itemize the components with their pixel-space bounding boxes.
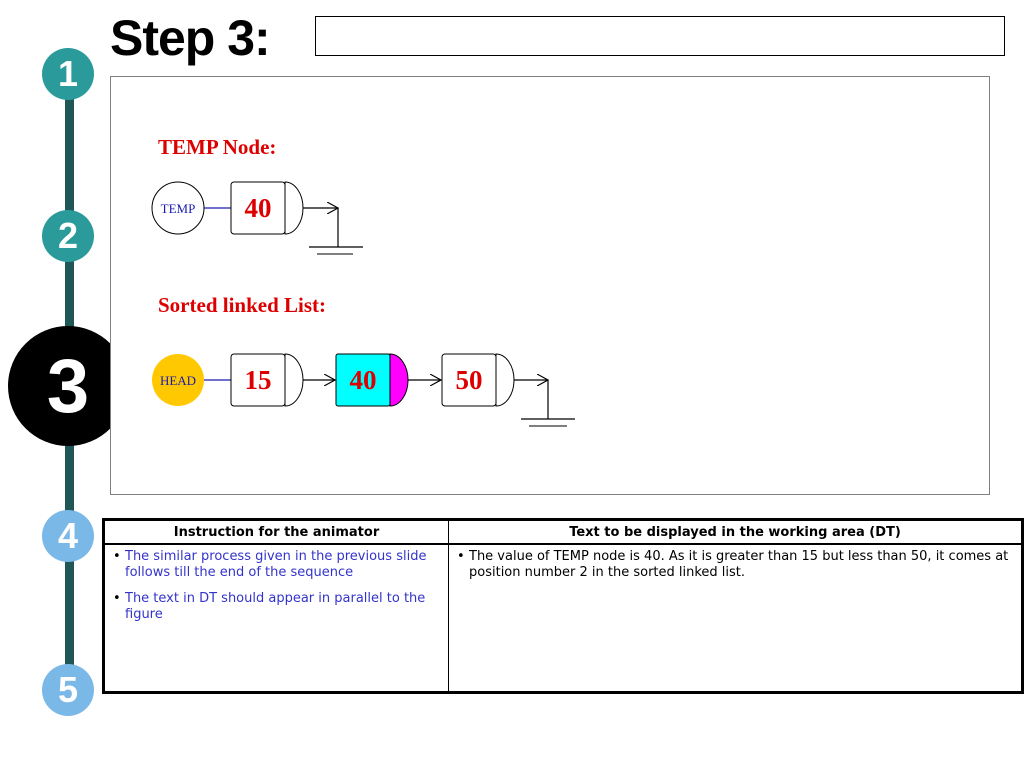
- step-marker-1[interactable]: 1: [42, 48, 94, 100]
- linked-list-diagram: [111, 77, 989, 494]
- instruction-item: • The text in DT should appear in parallel to the figure: [111, 591, 442, 623]
- temp-pointer-label: TEMP: [160, 201, 196, 216]
- step-marker-3[interactable]: 3: [8, 326, 128, 446]
- step-marker-4[interactable]: 4: [42, 510, 94, 562]
- list-node-2-value: 40: [349, 365, 377, 395]
- sorted-list-heading: Sorted linked List:: [158, 293, 327, 317]
- title-input-box: [315, 16, 1005, 56]
- slide-title: Step 3:: [110, 10, 270, 66]
- list-node-1-value: 15: [244, 365, 272, 395]
- diagram-canvas: [110, 76, 990, 495]
- instruction-cell: [104, 544, 449, 693]
- header-dt-text: Text to be displayed in the working area (DT): [449, 520, 1023, 545]
- temp-node-value: 40: [244, 193, 272, 223]
- list-null-ground-icon: [521, 380, 575, 426]
- step-marker-2[interactable]: 2: [42, 210, 94, 262]
- dt-text-cell: [449, 544, 1023, 693]
- list-node-3-value: 50: [455, 365, 483, 395]
- step-marker-5[interactable]: 5: [42, 664, 94, 716]
- head-pointer-label: HEAD: [159, 373, 197, 388]
- dt-text-item: • The value of TEMP node is 40. As it is greater than 15 but less than 50, it comes at position number 2 in the sorted linked list.: [455, 549, 1015, 581]
- instruction-table: [102, 518, 1024, 694]
- temp-node-heading: TEMP Node:: [158, 135, 277, 159]
- header-instruction: Instruction for the animator: [104, 520, 449, 545]
- instruction-item: • The similar process given in the previous slide follows till the end of the sequence: [111, 549, 442, 581]
- temp-null-ground-icon: [309, 208, 363, 254]
